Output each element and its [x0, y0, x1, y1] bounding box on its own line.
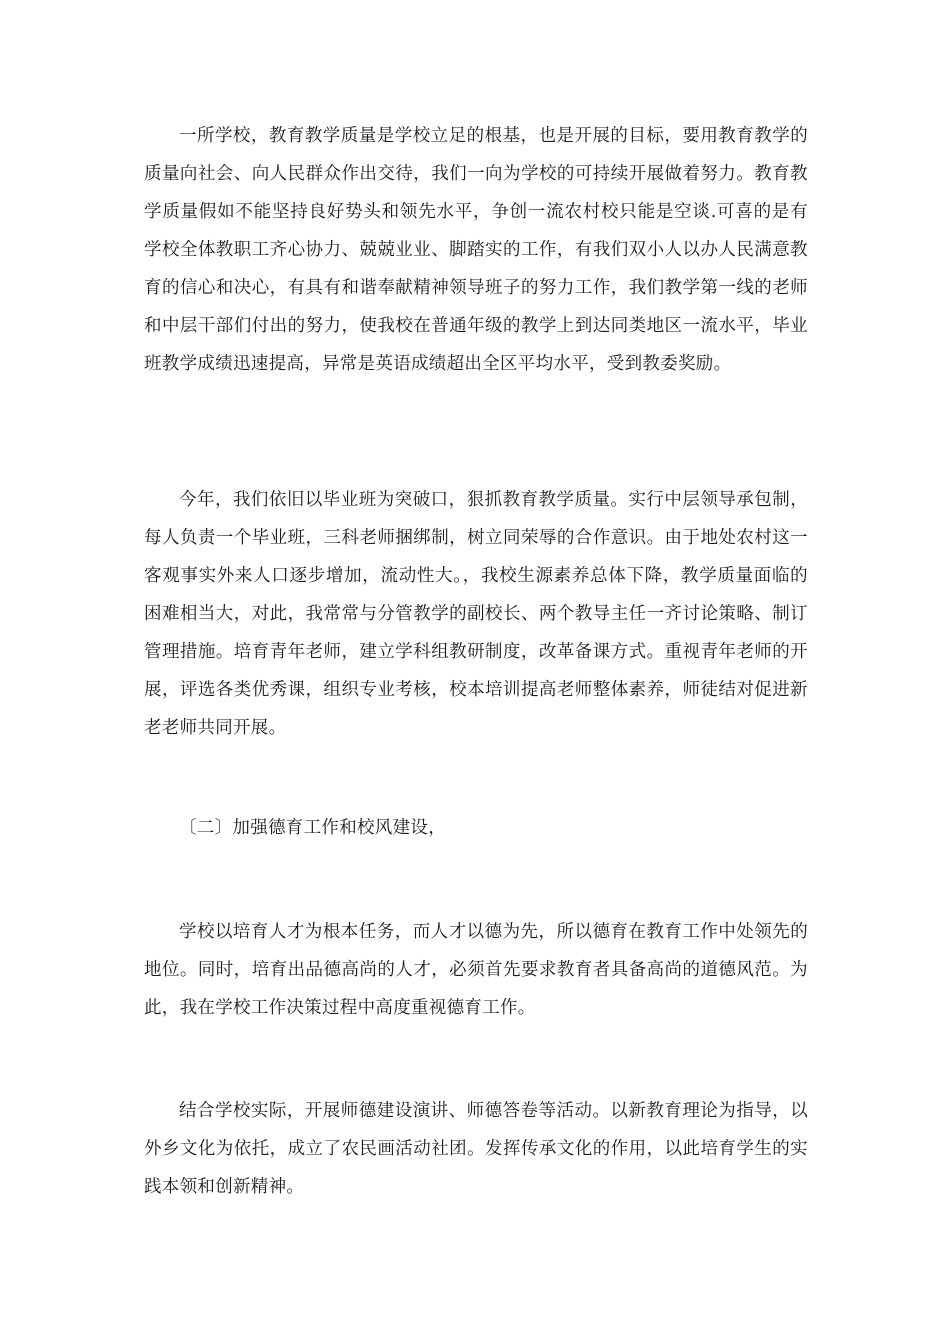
section-heading-moral-education: 〔二〕加强德育工作和校风建设， — [179, 818, 446, 838]
paragraph-moral-priority: 学校以培育人才为根本任务，而人才以德为先，所以德育在教育工作中处领先的地位。同时，培育出品德高尚的人才，必须首先要求教育者具备高尚的道德风范。为此，我在学校工作决策过程中高度重视德育工作。 — [144, 922, 808, 1018]
paragraph-teaching-quality: 一所学校，教育教学质量是学校立足的根基，也是开展的目标，要用教育教学的质量向社会、向人民群众作出交待，我们一向为学校的可持续开展做着努力。教育教学质量假如不能坚持良好势头和领先水平，争创一流农村校只能是空谈.可喜的是有学校全体教职工齐心协力、兢兢业业、脚踏实的工作，有我们双小人以办人民满意教育的信心和决心，有具有和谐奉献精神领导班子的努力工作，我们教学第一线的老师和中层干部们付出的努力，使我校在普通年级的教学上到达同类地区一流水平，毕业班教学成绩迅速提高，异常是英语成绩超出全区平均水平，受到教委奖励。 — [144, 126, 808, 374]
paragraph-teacher-ethics-activities: 结合学校实际，开展师德建设演讲、师德答卷等活动。以新教育理论为指导，以外乡文化为依托，成立了农民画活动社团。发挥传承文化的作用，以此培育学生的实践本领和创新精神。 — [144, 1101, 808, 1197]
paragraph-graduating-class: 今年，我们依旧以毕业班为突破口，狠抓教育教学质量。实行中层领导承包制，每人负责一个毕业班，三科老师捆绑制，树立同荣辱的合作意识。由于地处农村这一客观事实外来人口逐步增加，流动性大。，我校生源素养总体下降，教学质量面临的困难相当大，对此，我常常与分管教学的副校长、两个教导主任一齐讨论策略、制订管理措施。培育青年老师，建立学科组教研制度，改革备课方式。重视青年老师的开展，评选各类优秀课，组织专业考核，校本培训提高老师整体素养，师徒结对促进新老老师共同开展。 — [144, 490, 808, 738]
